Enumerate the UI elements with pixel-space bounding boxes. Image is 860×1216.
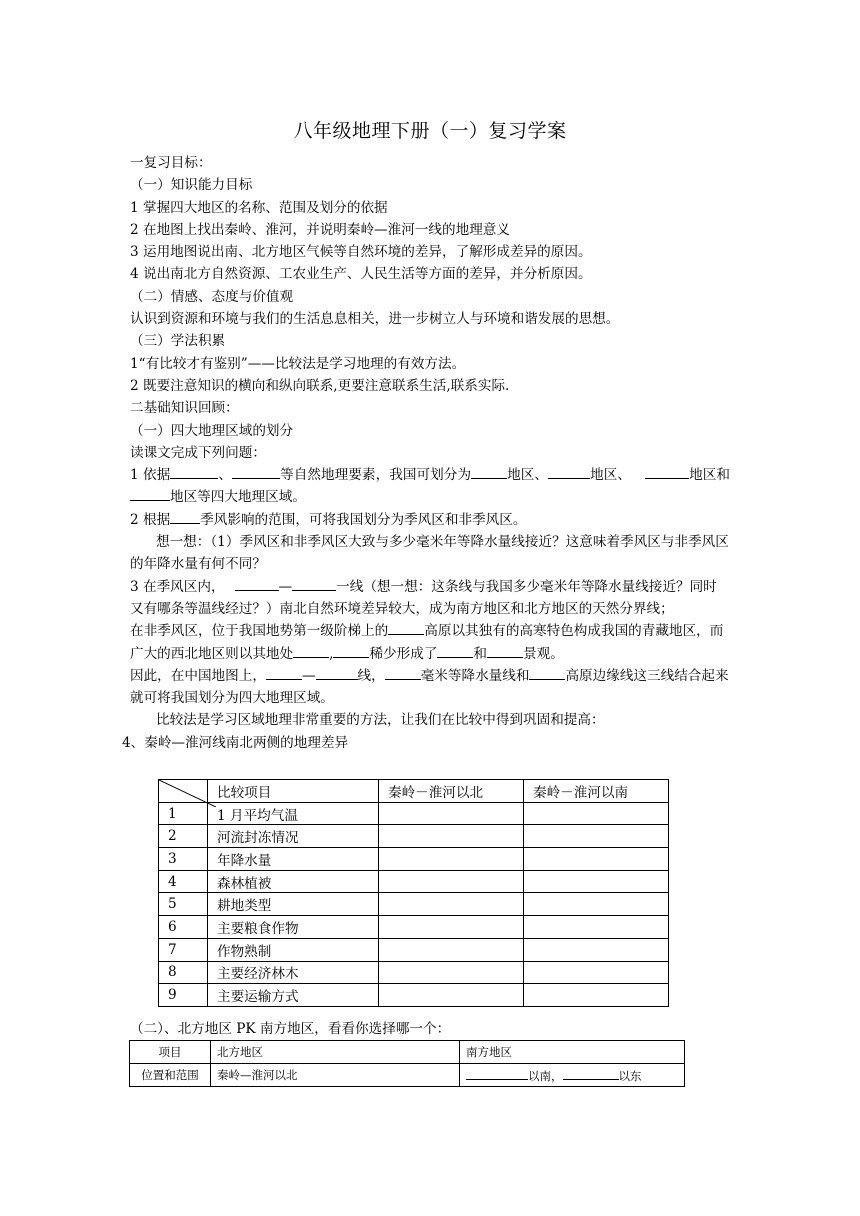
- row-number: 9: [159, 984, 208, 1007]
- question-2: 2 根据 季风影响的范围，可将我国划分为季风区和非季风区。: [130, 509, 730, 531]
- answer-cell-south[interactable]: [524, 848, 669, 871]
- goal-line: 1 掌握四大地区的名称、范围及划分的依据: [130, 199, 388, 216]
- table-row: [159, 893, 669, 916]
- blank-field[interactable]: [266, 665, 302, 680]
- blank-field[interactable]: [333, 643, 369, 658]
- answer-cell-north[interactable]: [379, 870, 524, 893]
- north-range-cell: 秦岭—淮河以北: [211, 1064, 460, 1087]
- row-item: 河流封冻情况: [208, 825, 379, 848]
- blank-field[interactable]: [293, 643, 329, 658]
- subheading-values: （二）情感、态度与价值观: [130, 288, 294, 305]
- answer-cell-north[interactable]: [379, 916, 524, 939]
- values-line: 认识到资源和环境与我们的生活息息相关，进一步树立人与环境和谐发展的思想。: [130, 311, 620, 328]
- table-row: [130, 1064, 685, 1087]
- row-number: 1: [159, 802, 208, 825]
- answer-cell-north[interactable]: [379, 802, 524, 825]
- comparison-method-note: 比较法是学习区域地理非常重要的方法，让我们在比较中得到巩固和提高：: [156, 712, 605, 729]
- answer-cell-south[interactable]: [524, 916, 669, 939]
- blank-field[interactable]: [548, 464, 590, 479]
- method-line: 2 既要注意知识的横向和纵向联系,更要注意联系生活,联系实际.: [130, 377, 510, 394]
- table-row: [159, 961, 669, 984]
- header-north: 秦岭－淮河以北: [379, 780, 524, 803]
- blank-field[interactable]: [232, 464, 280, 479]
- blank-field[interactable]: [170, 509, 200, 524]
- answer-cell-south[interactable]: [524, 961, 669, 984]
- comparison-table: [158, 779, 669, 1007]
- subheading-methods: （三）学法积累: [130, 333, 226, 350]
- header-south-region: 南方地区: [460, 1041, 685, 1064]
- blank-field[interactable]: [563, 1067, 619, 1080]
- blank-field[interactable]: [645, 464, 689, 479]
- heading-basic-review: 二基础知识回顾：: [130, 400, 239, 417]
- blank-field[interactable]: [388, 620, 424, 635]
- row-item: 1 月平均气温: [208, 802, 379, 825]
- header-north-region: 北方地区: [211, 1041, 460, 1064]
- answer-cell-south[interactable]: [524, 870, 669, 893]
- question-1: 1 依据 、 等自然地理要素，我国可划分为 地区、 地区、 地区和地区等四大地理区域。: [130, 464, 730, 509]
- header-item: 项目: [130, 1041, 211, 1064]
- blank-field[interactable]: [316, 665, 358, 680]
- row-number: 7: [159, 938, 208, 961]
- answer-cell-south[interactable]: [524, 893, 669, 916]
- page-title: 八年级地理下册（一）复习学案: [293, 120, 567, 142]
- row-number: 3: [159, 848, 208, 871]
- blank-field[interactable]: [487, 643, 523, 658]
- question-3: 3 在季风区内， — 一线（想一想：这条线与我国多少毫米年等降水量线接近？同时又有哪条等温线经过？）南北自然环境差异较大，成为南方地区和北方地区的天然分界线；: [130, 576, 730, 621]
- blank-field[interactable]: [466, 1067, 528, 1080]
- blank-field[interactable]: [235, 576, 279, 591]
- row-number: 5: [159, 893, 208, 916]
- row-item: 作物熟制: [208, 938, 379, 961]
- table-row: [159, 848, 669, 871]
- table-row: [159, 916, 669, 939]
- heading-review-goals: 一复习目标：: [130, 155, 212, 171]
- blank-field[interactable]: [437, 643, 473, 658]
- header-compare-item: 比较项目: [208, 780, 379, 803]
- row-number: 2: [159, 825, 208, 848]
- answer-cell-north[interactable]: [379, 848, 524, 871]
- header-south: 秦岭－淮河以南: [524, 780, 669, 803]
- blank-field[interactable]: [292, 576, 336, 591]
- table-header-row: [159, 780, 669, 803]
- blank-field[interactable]: [471, 464, 507, 479]
- answer-cell-north[interactable]: [379, 961, 524, 984]
- table-row: [159, 938, 669, 961]
- goal-line: 3 运用地图说出南、北方地区气候等自然环境的差异，了解形成差异的原因。: [130, 244, 592, 261]
- method-line: 1“有比较才有鉴别”——比较法是学习地理的有效方法。: [130, 355, 466, 372]
- table-row: [159, 802, 669, 825]
- goal-line: 2 在地图上找出秦岭、淮河，并说明秦岭—淮河一线的地理意义: [130, 221, 510, 238]
- blank-field[interactable]: [170, 464, 218, 479]
- answer-cell-south[interactable]: [524, 802, 669, 825]
- row-number: 6: [159, 916, 208, 939]
- answer-cell-south[interactable]: [524, 984, 669, 1007]
- row-item: 年降水量: [208, 848, 379, 871]
- answer-cell-north[interactable]: [379, 825, 524, 848]
- table-header-row: [130, 1041, 685, 1064]
- row-label: 位置和范围: [130, 1064, 211, 1087]
- answer-cell-north[interactable]: [379, 984, 524, 1007]
- row-item: 耕地类型: [208, 893, 379, 916]
- row-item: 主要运输方式: [208, 984, 379, 1007]
- north-south-table: [129, 1040, 685, 1087]
- blank-field[interactable]: [130, 486, 170, 501]
- document-body: [122, 152, 731, 754]
- row-item: 主要经济林木: [208, 961, 379, 984]
- table-row: [159, 870, 669, 893]
- row-item: 主要粮食作物: [208, 916, 379, 939]
- blank-field[interactable]: [529, 665, 565, 680]
- diagonal-header-cell: [159, 780, 208, 803]
- paragraph-non-monsoon: 在非季风区，位于我国地势第一级阶梯上的 高原以其独有的高寒特色构成我国的青藏地区，而广大的西北地区则以其地处 , 稀少形成了 和 景观。: [130, 620, 730, 665]
- section-4-heading: 4、秦岭—淮河线南北两侧的地理差异: [122, 734, 349, 751]
- paragraph-three-lines: 因此，在中国地图上， — 线， 毫米等降水量线和 高原边缘线这三线结合起来就可将我国划分为四大地理区域。: [130, 665, 730, 710]
- diagonal-line: [159, 780, 216, 807]
- subheading-knowledge-goals: （一）知识能力目标: [130, 177, 253, 194]
- table-row: [159, 984, 669, 1007]
- section-north-south-heading: （二）、北方地区 PK 南方地区，看看你选择哪一个：: [130, 1021, 451, 1037]
- answer-cell-south[interactable]: [524, 938, 669, 961]
- goal-line: 4 说出南北方自然资源、工农业生产、人民生活等方面的差异，并分析原因。: [130, 266, 592, 283]
- south-range-cell: 以南， 以东: [460, 1064, 685, 1087]
- answer-cell-north[interactable]: [379, 938, 524, 961]
- answer-cell-south[interactable]: [524, 825, 669, 848]
- row-number: 8: [159, 961, 208, 984]
- row-number: 4: [159, 870, 208, 893]
- instruction-line: 读课文完成下列问题：: [130, 444, 266, 461]
- subheading-four-regions: （一）四大地理区域的划分: [130, 422, 294, 439]
- think-question: 想一想：（1）季风区和非季风区大致与多少毫米年等降水量线接近？这意味着季风区与非季风区的年降水量有何不同？: [130, 534, 729, 573]
- table-row: [159, 825, 669, 848]
- blank-field[interactable]: [385, 665, 421, 680]
- row-item: 森林植被: [208, 870, 379, 893]
- answer-cell-north[interactable]: [379, 893, 524, 916]
